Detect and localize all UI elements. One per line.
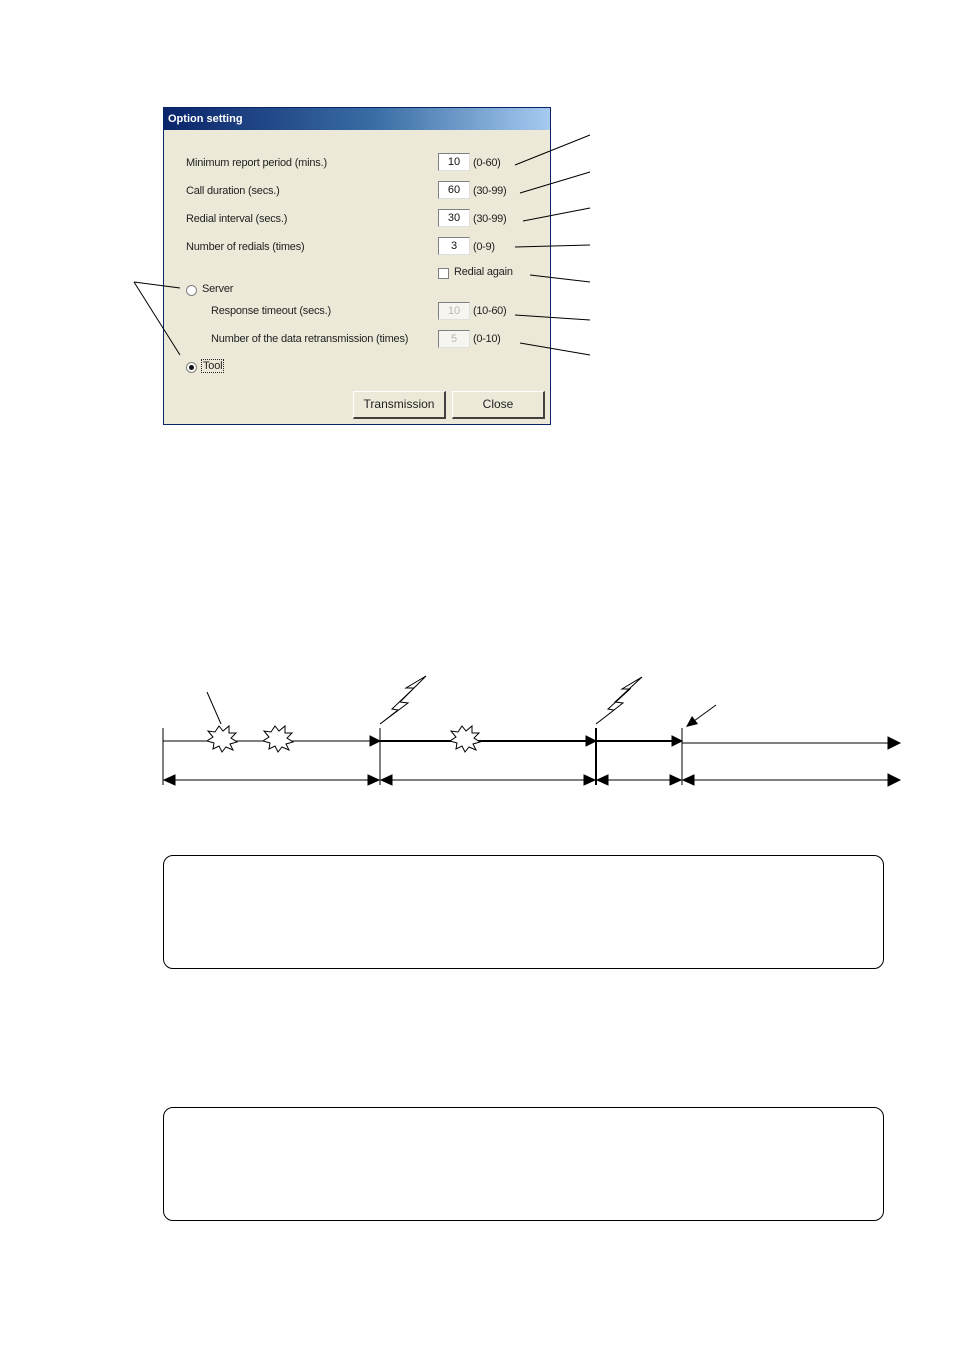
- transmission-button[interactable]: Transmission: [353, 391, 446, 419]
- min-report-period-range: (0-60): [473, 157, 501, 169]
- arrowhead: [368, 775, 379, 785]
- arrowhead: [381, 775, 392, 785]
- close-button[interactable]: Close: [452, 391, 545, 419]
- arrowhead: [686, 716, 698, 727]
- data-retransmission-range: (0-10): [473, 333, 501, 345]
- arrowhead: [586, 736, 596, 746]
- note-box-1: [163, 855, 884, 969]
- callout-line-response-timeout: [515, 315, 590, 320]
- callout-line-min-report: [515, 135, 590, 165]
- burst-icon: [450, 726, 480, 752]
- note-box-2: [163, 1107, 884, 1221]
- min-report-period-input[interactable]: 10: [438, 153, 470, 171]
- arrowhead: [683, 775, 694, 785]
- arrowhead: [597, 775, 608, 785]
- callout-line-tool: [134, 282, 180, 355]
- call-duration-label: Call duration (secs.): [186, 185, 280, 197]
- data-retransmission-input[interactable]: 5: [438, 330, 470, 348]
- lightning-bolt-icon: [596, 677, 642, 724]
- pointer-arrow-line: [694, 705, 716, 721]
- arrowhead: [888, 774, 900, 786]
- callout-line-retransmission: [520, 343, 590, 355]
- response-timeout-input[interactable]: 10: [438, 302, 470, 320]
- dialog-title: Option setting: [164, 108, 550, 130]
- tool-radio-label: Tool: [203, 360, 223, 372]
- number-of-redials-range: (0-9): [473, 241, 495, 253]
- call-duration-range: (30-99): [473, 185, 507, 197]
- min-report-period-label: Minimum report period (mins.): [186, 157, 327, 169]
- arrowhead: [370, 736, 380, 746]
- burst-callout-line: [207, 692, 221, 724]
- number-of-redials-label: Number of redials (times): [186, 241, 305, 253]
- arrowhead: [888, 737, 900, 749]
- redial-again-label: Redial again: [454, 266, 513, 278]
- burst-icon: [207, 726, 237, 752]
- callout-line-number-redials: [515, 245, 590, 247]
- lightning-bolt-icon: [380, 676, 426, 724]
- arrowhead: [672, 736, 682, 746]
- redial-interval-range: (30-99): [473, 213, 507, 225]
- response-timeout-label: Response timeout (secs.): [211, 305, 331, 317]
- redial-interval-label: Redial interval (secs.): [186, 213, 288, 225]
- arrowhead: [584, 775, 595, 785]
- callout-line-redial-again: [530, 275, 590, 282]
- arrowhead: [164, 775, 175, 785]
- callout-line-call-duration: [520, 172, 590, 193]
- server-radio-label: Server: [202, 283, 234, 295]
- data-retransmission-label: Number of the data retransmission (times): [211, 333, 409, 345]
- response-timeout-range: (10-60): [473, 305, 507, 317]
- callout-line-redial-interval: [523, 208, 590, 221]
- redial-interval-input[interactable]: 30: [438, 209, 470, 227]
- number-of-redials-input[interactable]: 3: [438, 237, 470, 255]
- call-duration-input[interactable]: 60: [438, 181, 470, 199]
- arrowhead: [670, 775, 681, 785]
- callout-line-server: [134, 282, 180, 288]
- burst-icon: [263, 726, 293, 752]
